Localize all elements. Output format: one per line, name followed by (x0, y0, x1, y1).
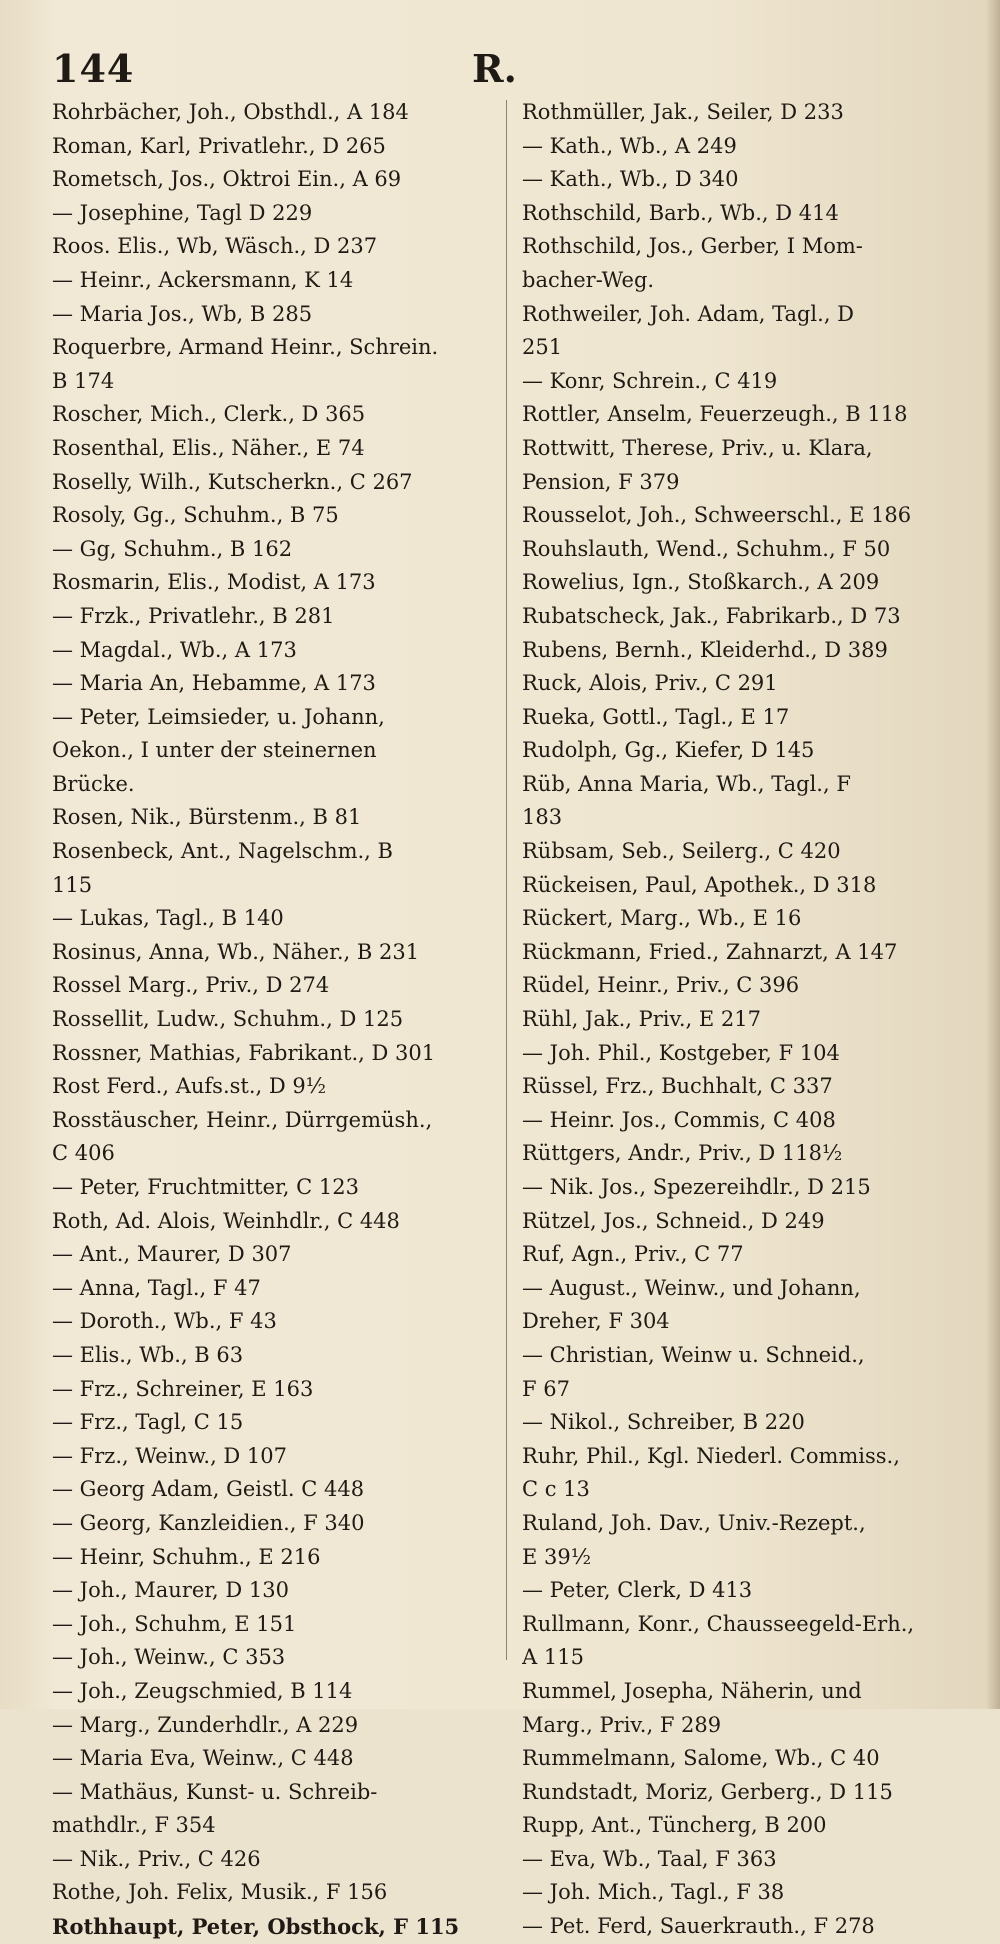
directory-entry-line: — Heinr. Jos., Commis, C 408 (522, 1107, 836, 1132)
directory-entry-line: — Lukas, Tagl., B 140 (52, 906, 284, 931)
directory-entry-line: Rudolph, Gg., Kiefer, D 145 (522, 738, 815, 763)
directory-entry-line: Rubens, Bernh., Kleiderhd., D 389 (522, 637, 888, 662)
directory-entry-line: Rueka, Gottl., Tagl., E 17 (522, 704, 790, 729)
directory-entry-line: Roscher, Mich., Clerk., D 365 (52, 402, 366, 427)
directory-entry-line: — Marg., Zunderhdlr., A 229 (52, 1712, 359, 1737)
directory-entry-line: Rosen, Nik., Bürstenm., B 81 (52, 805, 362, 830)
directory-entry-line: Rometsch, Jos., Oktroi Ein., A 69 (52, 167, 402, 192)
directory-entry-line: — Heinr., Ackersmann, K 14 (52, 267, 354, 292)
directory-entry-line: — Peter, Leimsieder, u. Johann, (52, 704, 385, 729)
directory-entry-line: B 174 (52, 368, 115, 393)
directory-entry-line: Rothweiler, Joh. Adam, Tagl., D (522, 301, 855, 326)
directory-entry-line: — Nikol., Schreiber, B 220 (522, 1410, 805, 1435)
column-divider (506, 100, 507, 1660)
left-column (52, 96, 497, 1944)
directory-entry-line: — Ant., Maurer, D 307 (52, 1242, 292, 1267)
directory-entry-line: 115 (52, 872, 93, 897)
directory-entry-line: 251 (522, 335, 563, 360)
directory-entry-line: Marg., Priv., F 289 (522, 1712, 722, 1737)
directory-entry-line: — Nik., Priv., C 426 (52, 1846, 261, 1871)
directory-entry-line: — Pet. Ferd, Sauerkrauth., F 278 (522, 1914, 875, 1939)
directory-entry-line: — Heinr, Schuhm., E 216 (52, 1544, 321, 1569)
directory-entry-line: Rossellit, Ludw., Schuhm., D 125 (52, 1007, 404, 1032)
directory-entry-line: E 39½ (522, 1544, 592, 1569)
directory-entry-line: Ruf, Agn., Priv., C 77 (522, 1242, 744, 1267)
directory-entry-line: — Doroth., Wb., F 43 (52, 1309, 277, 1334)
directory-entry-line: Pension, F 379 (522, 469, 680, 494)
directory-entry-line: Roselly, Wilh., Kutscherkn., C 267 (52, 469, 413, 494)
directory-entry-line: — Frzk., Privatlehr., B 281 (52, 603, 335, 628)
right-column (522, 96, 967, 1944)
directory-entry-line: Rüb, Anna Maria, Wb., Tagl., F (522, 771, 851, 796)
directory-entry-line: — Joh. Mich., Tagl., F 38 (522, 1880, 785, 1905)
directory-entry-line: Rummel, Josepha, Näherin, und (522, 1678, 862, 1703)
directory-entry-line: — Peter, Fruchtmitter, C 123 (52, 1175, 359, 1199)
section-letter: R. (472, 46, 517, 91)
directory-entry-line: Ruck, Alois, Priv., C 291 (522, 671, 778, 696)
directory-entry-line: — Georg Adam, Geistl. C 448 (52, 1477, 365, 1502)
directory-entry-line: — Joh., Zeugschmied, B 114 (52, 1678, 353, 1703)
directory-entry-line: Rothe, Joh. Felix, Musik., F 156 (52, 1880, 388, 1905)
directory-entry-line: — Peter, Clerk, D 413 (522, 1578, 753, 1603)
directory-entry-line: Rousselot, Joh., Schweerschl., E 186 (522, 503, 912, 528)
directory-entry-line: — Konr, Schrein., C 419 (522, 368, 778, 393)
directory-entry-line: Rouhslauth, Wend., Schuhm., F 50 (522, 536, 891, 561)
directory-entry-line: Rüdel, Heinr., Priv., C 396 (522, 973, 800, 998)
directory-entry-line: Ruhr, Phil., Kgl. Niederl. Commiss., (522, 1443, 900, 1468)
directory-entry-line: C 406 (52, 1141, 115, 1166)
directory-entry-line: Dreher, F 304 (522, 1309, 670, 1334)
directory-entry-line: Rubatscheck, Jak., Fabrikarb., D 73 (522, 603, 901, 628)
directory-entry-line: — Joh., Maurer, D 130 (52, 1578, 289, 1603)
directory-entry-line: Rüttgers, Andr., Priv., D 118½ (522, 1141, 843, 1166)
directory-entry-line: Oekon., I unter der steinernen (52, 738, 377, 763)
directory-entry-line: F 67 (522, 1376, 570, 1401)
directory-entry-line: Ruland, Joh. Dav., Univ.-Rezept., (522, 1510, 866, 1535)
directory-entry-line: — Kath., Wb., D 340 (522, 167, 739, 192)
directory-entry-line: Rundstadt, Moriz, Gerberg., D 115 (522, 1779, 893, 1804)
directory-entry-line: — Christian, Weinw u. Schneid., (522, 1342, 865, 1367)
directory-entry-line: Roth, Ad. Alois, Weinhdlr., C 448 (52, 1208, 400, 1233)
directory-entry-line: — Elis., Wb., B 63 (52, 1342, 244, 1367)
directory-entry-line: Roos. Elis., Wb, Wäsch., D 237 (52, 234, 378, 259)
directory-entry-line: Rummelmann, Salome, Wb., C 40 (522, 1746, 880, 1771)
directory-entry-line: 183 (522, 805, 563, 830)
directory-entry-line: Rothschild, Barb., Wb., D 414 (522, 200, 839, 225)
directory-entry-line: — Nik. Jos., Spezereihdlr., D 215 (522, 1175, 871, 1199)
directory-entry-line: Rossel Marg., Priv., D 274 (52, 973, 330, 998)
page-number: 144 (52, 46, 135, 91)
directory-entry-line: — Kath., Wb., A 249 (522, 133, 737, 158)
directory-entry-line: Rullmann, Konr., Chausseegeld-Erh., (522, 1611, 915, 1636)
directory-entry-line: — Frz., Schreiner, E 163 (52, 1376, 314, 1401)
directory-entry-line: A 115 (522, 1645, 584, 1670)
directory-entry-line: Rosstäuscher, Heinr., Dürrgemüsh., (52, 1107, 433, 1132)
directory-entry-line: Rühl, Jak., Priv., E 217 (522, 1007, 761, 1032)
directory-entry-line: Brücke. (52, 771, 135, 796)
directory-entry-line: Rothhaupt, Peter, Obsthock, F 115 (52, 1914, 460, 1940)
directory-entry-line: — Eva, Wb., Taal, F 363 (522, 1846, 777, 1871)
directory-entry-line: Roquerbre, Armand Heinr., Schrein. (52, 335, 439, 360)
directory-entry-line: — Frz., Weinw., D 107 (52, 1443, 288, 1468)
directory-entry-line: Rohrbächer, Joh., Obsthdl., A 184 (52, 100, 409, 124)
directory-entry-line: — Magdal., Wb., A 173 (52, 637, 297, 662)
directory-entry-line: Roman, Karl, Privatlehr., D 265 (52, 133, 386, 158)
directory-entry-line: Rowelius, Ign., Stoßkarch., A 209 (522, 570, 880, 595)
page-header (52, 46, 952, 96)
directory-entry-line: mathdlr., F 354 (52, 1813, 216, 1838)
directory-entry-line: Rupp, Ant., Tüncherg, B 200 (522, 1813, 827, 1838)
directory-entry-line: bacher-Weg. (522, 267, 655, 292)
directory-entry-line: Rottler, Anselm, Feuerzeugh., B 118 (522, 402, 908, 427)
directory-entry-line: Rothschild, Jos., Gerber, I Mom- (522, 234, 863, 259)
directory-entry-line: — Maria Eva, Weinw., C 448 (52, 1746, 354, 1771)
directory-entry-line: — Joh. Phil., Kostgeber, F 104 (522, 1040, 840, 1065)
directory-entry-line: Rübsam, Seb., Seilerg., C 420 (522, 839, 841, 864)
directory-entry-line: — Anna, Tagl., F 47 (52, 1275, 261, 1300)
directory-entry-line: Rosoly, Gg., Schuhm., B 75 (52, 503, 339, 528)
directory-entry-line: Rosenbeck, Ant., Nagelschm., B (52, 839, 393, 864)
directory-entry-line: — Joh., Weinw., C 353 (52, 1645, 286, 1670)
directory-entry-line: Rückeisen, Paul, Apothek., D 318 (522, 872, 877, 897)
directory-entry-line: — August., Weinw., und Johann, (522, 1275, 861, 1300)
directory-entry-line: Rossner, Mathias, Fabrikant., D 301 (52, 1040, 436, 1065)
directory-entry-line: — Joh., Schuhm, E 151 (52, 1611, 297, 1636)
directory-entry-line: Rückmann, Fried., Zahnarzt, A 147 (522, 939, 898, 964)
directory-entry-line: Rützel, Jos., Schneid., D 249 (522, 1208, 825, 1233)
directory-entry-line: — Mathäus, Kunst- u. Schreib- (52, 1779, 378, 1804)
directory-entry-line: — Gg, Schuhm., B 162 (52, 536, 293, 561)
directory-entry-line: C c 13 (522, 1477, 590, 1502)
directory-entry-line: Rothmüller, Jak., Seiler, D 233 (522, 100, 844, 124)
directory-entry-line: Rosinus, Anna, Wb., Näher., B 231 (52, 939, 420, 964)
directory-entry-line: — Georg, Kanzleidien., F 340 (52, 1510, 365, 1535)
directory-entry-line: Rüssel, Frz., Buchhalt, C 337 (522, 1074, 833, 1099)
directory-entry-line: — Frz., Tagl, C 15 (52, 1410, 244, 1435)
directory-entry-line: Rosenthal, Elis., Näher., E 74 (52, 435, 365, 460)
directory-entry-line: Rottwitt, Therese, Priv., u. Klara, (522, 435, 873, 460)
directory-entry-line: — Josephine, Tagl D 229 (52, 200, 313, 225)
directory-entry-line: — Maria An, Hebamme, A 173 (52, 671, 376, 696)
directory-entry-line: — Maria Jos., Wb, B 285 (52, 301, 313, 326)
directory-entry-line: Rosmarin, Elis., Modist, A 173 (52, 570, 376, 595)
directory-entry-line: Rost Ferd., Aufs.st., D 9½ (52, 1074, 327, 1099)
directory-entry-line: Rückert, Marg., Wb., E 16 (522, 906, 802, 931)
